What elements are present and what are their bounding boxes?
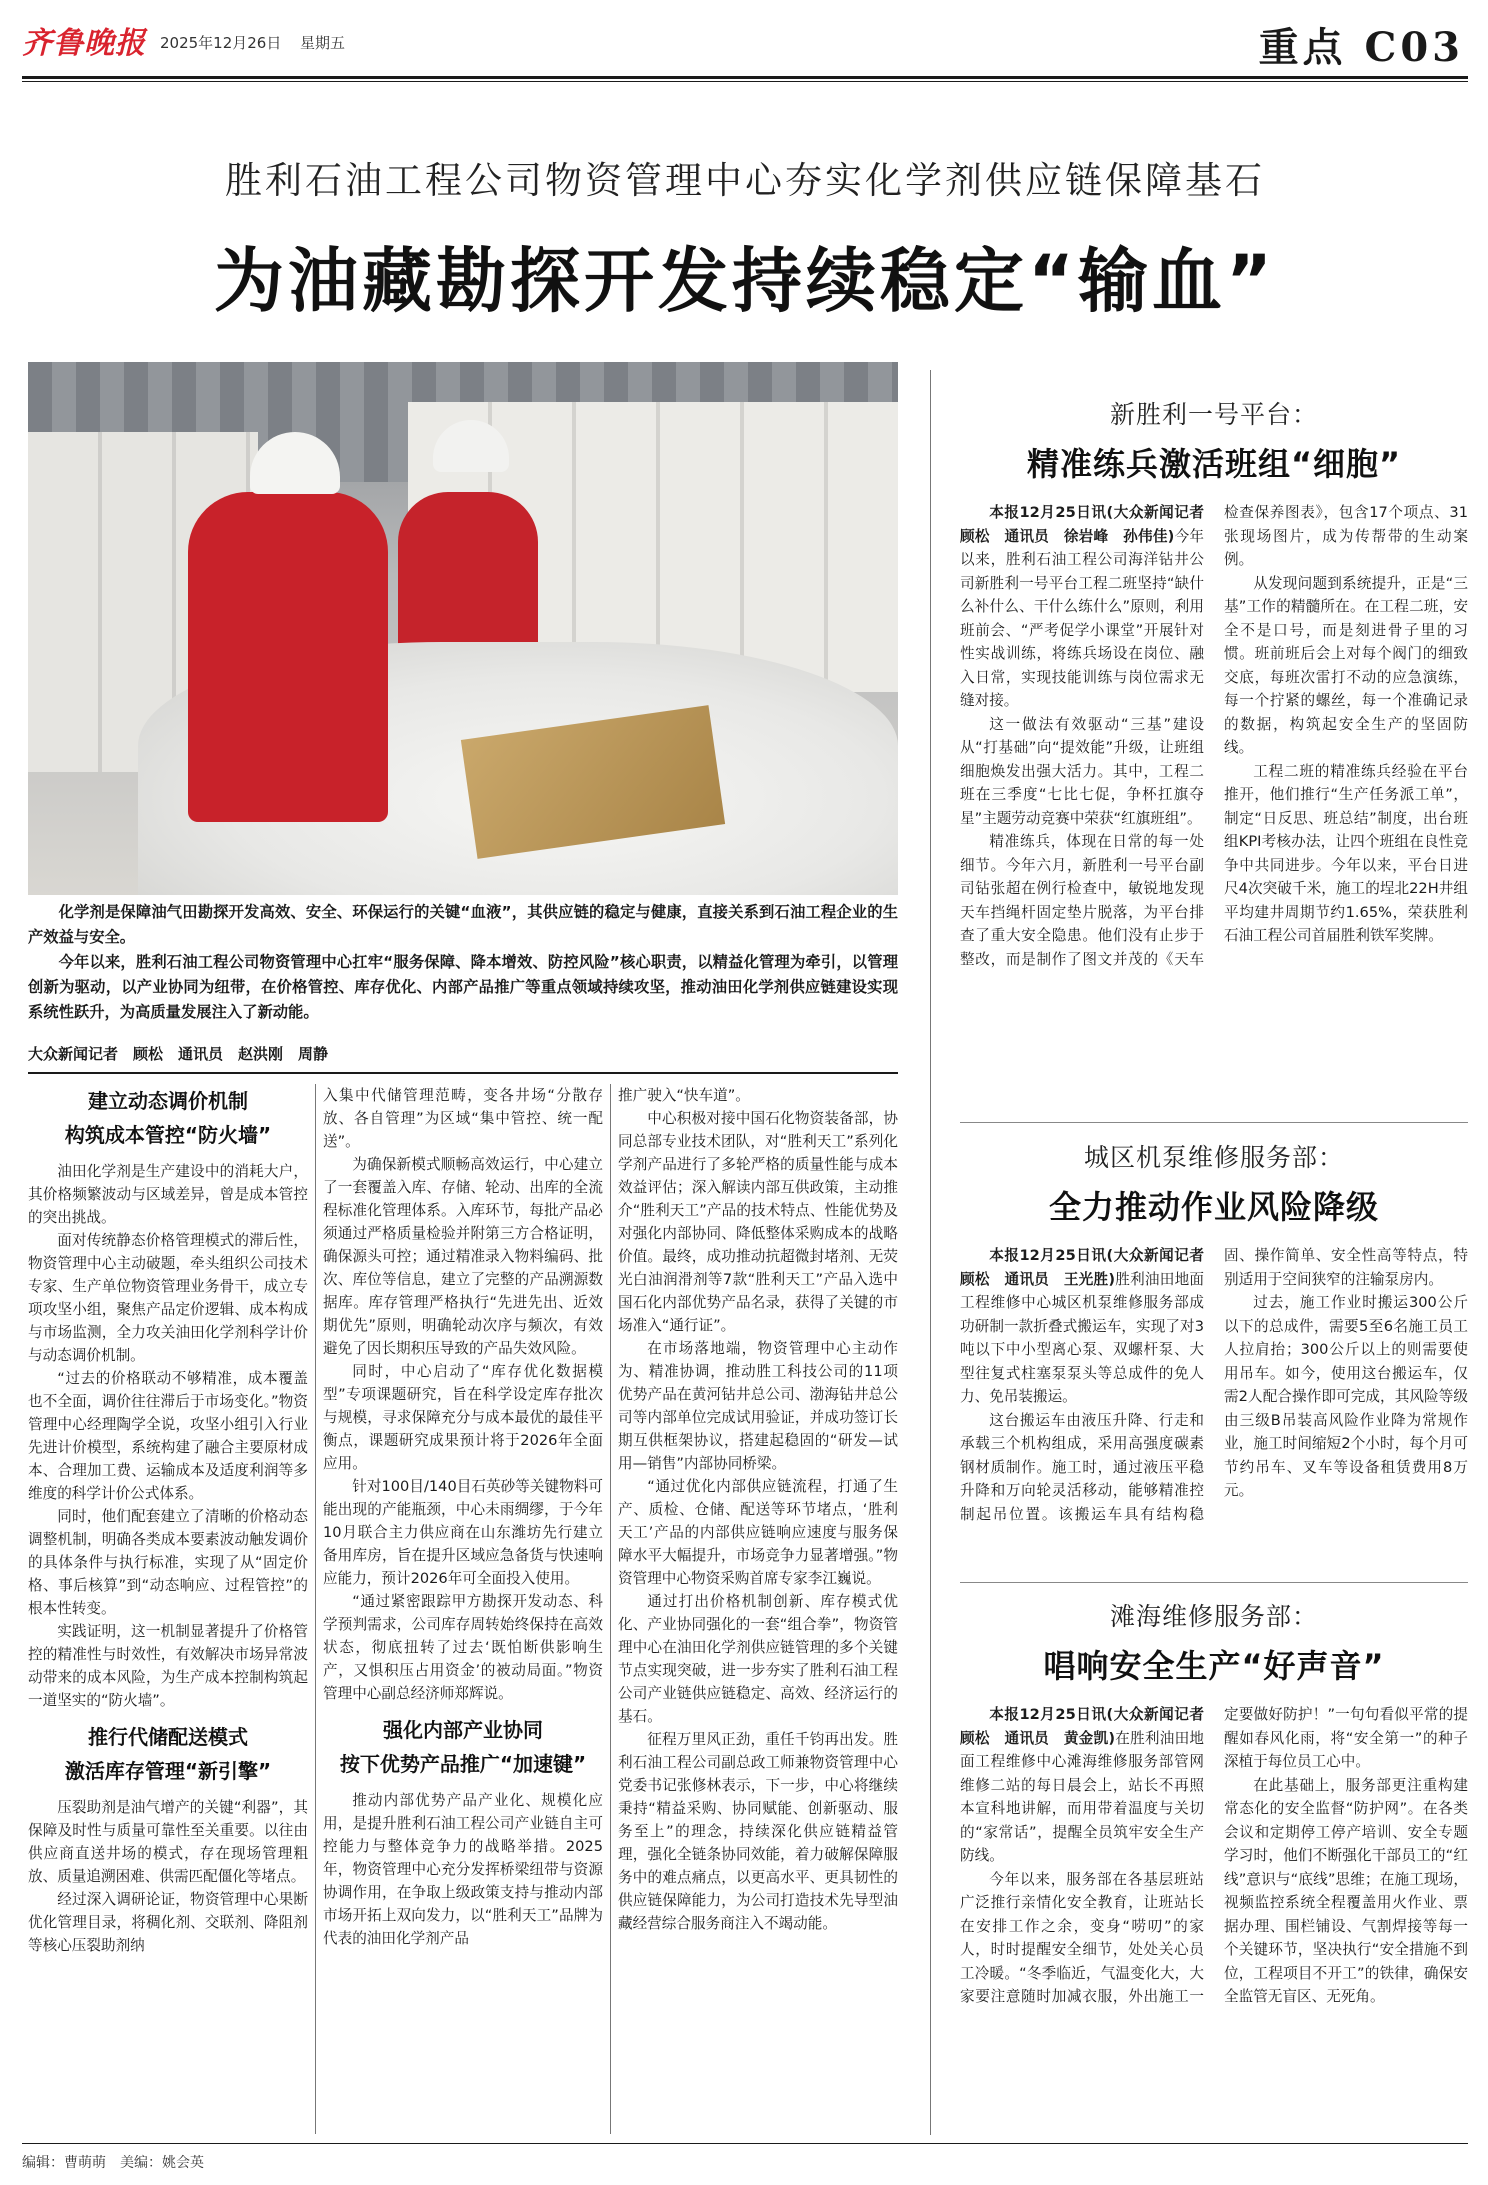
side-story-3 [960, 1597, 1468, 2009]
body-paragraph: 针对100目/140目石英砂等关键物料可能出现的产能瓶颈，中心未雨绸缪，于今年10月联合主力供应商在山东潍坊先行建立备用库房，旨在提升区域应急备货与快速响应能力，预计2026年可全面投入使用。 [323, 1478, 603, 1587]
body-paragraph: 在市场落地端，物资管理中心主动作为、精准协调，推动胜工科技公司的11项优势产品在黄河钻井总公司、渤海钻井总公司等内部单位完成试用验证，并成功签订长期互供框架协议，搭建起稳固的“研发—试用—销售”内部协同桥梁。 [618, 1340, 898, 1472]
body-paragraph: 中心积极对接中国石化物资装备部，协同总部专业技术团队，对“胜利天工”系列化学剂产品进行了多轮严格的质量性能与成本效益评估；深入解读内部互供政策，主动推介“胜利天工”产品的技术特点、性能优势及对强化内部协同、降低整体采购成本的战略价值。最终，成功推动抗超微封堵剂、无荧光白油润滑剂等7款“胜利天工”产品入选中国石化内部优势产品名录，获得了关键的市场准入“通行证”。 [618, 1110, 898, 1334]
body-paragraph: 今年以来，服务部在各基层班站广泛推行亲情化安全教育，让班站长在安排工作之余，变身“唠叨”的家人，时时提醒安全细节，处处关心员工冷暖。“冬季临近，气温变化大，大家要注意随时加减衣服，外出施工一定要做好防护！”一句句看似平常的提醒如春风化雨，将“安全第一”的种子深植于每位员工心中。 [960, 1706, 1468, 2005]
body-paragraph: 这台搬运车由液压升降、行走和承载三个机构组成，采用高强度碳素钢材质制作。施工时，通过液压平稳升降和万向轮灵活移动，能够精准控制起吊位置。该搬运车具有结构稳固、操作简单、安全性高等特点，特别适用于空间狭窄的注输泵房内。 [960, 1247, 1468, 1523]
side-lead: 本报12月25日讯(大众新闻记者 顾松 通讯员 徐岩峰 孙伟佳) [960, 504, 1219, 545]
section-heading: 按下优势产品推广“加速键” [339, 1752, 587, 1776]
side-kicker: 滩海维修服务部： [1109, 1602, 1318, 1631]
main-column-1 [28, 1084, 308, 1957]
section-heading: 推行代储配送模式 [88, 1725, 248, 1749]
photo-worker-front [188, 492, 388, 822]
caption-paragraph: 今年以来，胜利石油工程公司物资管理中心扛牢“服务保障、降本增效、防控风险”核心职责，以精益化管理为牵引，以管理创新为驱动，以产业协同为纽带，在价格管控、库存优化、内部产品推广等重点领域持续攻坚，推动油田化学剂供应链建设实现系统性跃升，为高质量发展注入了新动能。 [28, 953, 898, 1021]
body-paragraph: 在胜利油田地面工程维修中心滩海维修服务部管网维修二站的每日晨会上，站长不再照本宣科地讲解，而用带着温度与关切的“家常话”，提醒全员筑牢安全生产防线。 [960, 1729, 1204, 1864]
side-story-rule [960, 1122, 1468, 1123]
column-divider [610, 1084, 611, 2134]
body-paragraph: 工程二班的精准练兵经验在平台推开，他们推行“生产任务派工单”，制定“日反思、班总结”制度，出台班组KPI考核办法，让四个班组在良性竞争中共同进步。今年以来，平台日进尺4次突破千米，施工的埕北22H井组平均建井周期节约1.65%，荣获胜利石油工程公司首届胜利铁军奖牌。 [1224, 762, 1468, 944]
body-paragraph: 为确保新模式顺畅高效运行，中心建立了一套覆盖入库、存储、轮动、出库的全流程标准化管理体系。入库环节，每批产品必须通过严格质量检验并附第三方合格证明，确保源头可控；通过精准录入物料编码、批次、库位等信息，建立了完整的产品溯源数据库。库存管理严格执行“先进先出、近效期优先”原则，明确轮动次序与频次，有效避免了因长期积压导致的产品失效风险。 [323, 1156, 603, 1357]
main-column-3 [618, 1084, 898, 1935]
body-paragraph: “通过紧密跟踪甲方勘探开发动态、科学预判需求，公司库存周转始终保持在高效状态，彻底扭转了过去‘既怕断供影响生产，又惧积压占用资金’的被动局面。”物资管理中心副总经济师郑辉说。 [323, 1593, 603, 1702]
body-paragraph: 推动内部优势产品产业化、规模化应用，是提升胜利石油工程公司产业链自主可控能力与整体竞争力的战略举措。2025年，物资管理中心充分发挥桥梁纽带与资源协调作用，在争取上级政策支持与推动内部市场开拓上双向发力，以“胜利天工”品牌为代表的油田化学剂产品 [323, 1792, 603, 1947]
page-header [22, 14, 1468, 70]
sidebar-divider [930, 370, 931, 2135]
side-body [960, 1703, 1468, 2009]
issue-weekday: 星期五 [300, 34, 346, 52]
side-story-rule [960, 1582, 1468, 1583]
section-heading: 激活库存管理“新引擎” [64, 1759, 272, 1783]
body-paragraph: 推广驶入“快车道”。 [618, 1087, 750, 1104]
news-photo [28, 362, 898, 895]
body-paragraph: 入集中代储管理范畴，变各井场“分散存放、各自管理”为区域“集中管控、统一配送”。 [323, 1087, 603, 1150]
body-paragraph: 实践证明，这一机制显著提升了价格管控的精准性与时效性，有效解决市场异常波动带来的成本风险，为生产成本控制构筑起一道坚实的“防火墙”。 [28, 1623, 308, 1709]
photo-caption [28, 900, 898, 1025]
body-paragraph: 压裂助剂是油气增产的关键“利器”，其保障及时性与质量可靠性至关重要。以往由供应商直送井场的模式，存在现场管理粗放、质量追溯困难、供需匹配僵化等堵点。 [28, 1799, 308, 1885]
main-column-2 [323, 1084, 603, 1950]
body-paragraph: 征程万里风正劲，重任千钧再出发。胜利石油工程公司副总政工师兼物资管理中心党委书记张修林表示，下一步，中心将继续秉持“精益采购、协同赋能、创新驱动、服务至上”的理念，持续深化供应链精益管理，强化全链条协同效能，着力破解保障服务中的难点痛点，以更高水平、更具韧性的供应链保障能力，为公司打造技术先导型油藏经营综合服务商注入不竭动能。 [618, 1731, 898, 1932]
body-paragraph: 同时，他们配套建立了清晰的价格动态调整机制，明确各类成本要素波动触发调价的具体条件与执行标准，实现了从“固定价格、事后核算”到“动态响应、过程管控”的根本性转变。 [28, 1508, 308, 1617]
side-story-2 [960, 1138, 1468, 1526]
side-title: 唱响安全生产“好声音” [1043, 1647, 1385, 1685]
section-label: 重点 C03 [1258, 24, 1464, 71]
side-body [960, 1244, 1468, 1526]
issue-date: 2025年12月26日 [160, 34, 282, 52]
editor-credits: 编辑：曹萌萌 美编：姚会英 [22, 2155, 204, 2171]
body-paragraph: 精准练兵，体现在日常的每一处细节。今年六月，新胜利一号平台副司钻张超在例行检查中，敏锐地发现天车挡绳杆固定垫片脱落，为平台排查了重大安全隐患。他们没有止步于整改，而是制作了图文并茂的《天车检查保养图表》，包含17个项点、31张现场图片，成为传帮带的生动案例。 [960, 504, 1468, 968]
byline-rule [28, 1072, 898, 1074]
article-subtitle: 胜利石油工程公司物资管理中心夯实化学剂供应链保障基石 [225, 159, 1265, 202]
body-paragraph: 这一做法有效驱动“三基”建设从“打基础”向“提效能”升级，让班组细胞焕发出强大活力。其中，工程二班在三季度“七比七促，争杯扛旗夺星”主题劳动竞赛中荣获“红旗班组”。 [960, 715, 1204, 827]
article-byline: 大众新闻记者 顾松 通讯员 赵洪刚 周静 [28, 1045, 329, 1063]
body-paragraph: 经过深入调研论证，物资管理中心果断优化管理目录，将稠化剂、交联剂、降阻剂等核心压裂助剂纳 [28, 1891, 308, 1954]
side-body [960, 501, 1468, 971]
body-paragraph: 过去，施工作业时搬运300公斤以下的总成件，需要5至6名施工员工人拉肩抬；300公斤以上的则需要使用吊车。如今，使用这台搬运车，仅需2人配合操作即可完成，其风险等级由三级B吊装高风险作业降为常规作业，施工时间缩短2个小时，每个月可节约吊车、叉车等设备租赁费用8万元。 [1224, 1294, 1468, 1499]
section-heading: 构筑成本管控“防火墙” [64, 1123, 272, 1147]
body-paragraph: 通过打出价格机制创新、库存模式优化、产业协同强化的一套“组合拳”，物资管理中心在油田化学剂供应链管理的多个关键节点实现突破，进一步夯实了胜利石油工程公司产业链供应链稳定、高效、经济运行的基石。 [618, 1593, 898, 1725]
body-paragraph: 面对传统静态价格管理模式的滞后性，物资管理中心主动破题，牵头组织公司技术专家、生产单位物资管理业务骨干，成立专项攻坚小组，聚焦产品定价逻辑、成本构成与市场监测，全力攻关油田化学剂科学计价与动态调价机制。 [28, 1232, 308, 1364]
header-rule [22, 76, 1468, 79]
body-paragraph: 从发现问题到系统提升，正是“三基”工作的精髓所在。在工程二班，安全不是口号，而是刻进骨子里的习惯。班前班后会上对每个阀门的细致交底，每班次雷打不动的应急演练，每一个拧紧的螺丝，每一个准确记录的数据，构筑起安全生产的坚固防线。 [1224, 574, 1468, 756]
body-paragraph: “通过优化内部供应链流程，打通了生产、质检、仓储、配送等环节堵点，‘胜利天工’产品的内部供应链响应速度与服务保障水平大幅提升，市场竞争力显著增强。”物资管理中心物资采购首席专家李江巍说。 [618, 1478, 898, 1587]
side-lead: 本报12月25日讯(大众新闻记者 顾松 通讯员 王光胜) [960, 1247, 1219, 1288]
masthead-logo: 齐鲁晚报 [22, 26, 146, 61]
side-title: 精准练兵激活班组“细胞” [1026, 445, 1402, 483]
section-heading: 强化内部产业协同 [383, 1718, 543, 1742]
section-heading: 建立动态调价机制 [88, 1089, 248, 1113]
article-headline: 为油藏勘探开发持续稳定“输血” [213, 240, 1276, 322]
column-divider [315, 1084, 316, 2134]
side-story-1 [960, 395, 1468, 971]
side-lead: 本报12月25日讯(大众新闻记者 顾松 通讯员 黄金凯) [960, 1706, 1219, 1747]
body-paragraph: “过去的价格联动不够精准，成本覆盖也不全面，调价往往滞后于市场变化。”物资管理中心经理陶学全说，攻坚小组引入行业先进计价模型，系统构建了融合主要原材成本、合理加工费、运输成本及适度利润等多维度的科学计价公式体系。 [28, 1370, 308, 1502]
header-rule-thin [22, 81, 1468, 82]
body-paragraph: 今年以来，胜利石油工程公司海洋钻井公司新胜利一号平台工程二班坚持“缺什么补什么、干什么练什么”原则，利用班前会、“严考促学小课堂”开展针对性实战训练，将练兵场设在岗位、融入日常，实现技能训练与岗位需求无缝对接。 [960, 527, 1204, 709]
side-kicker: 新胜利一号平台： [1109, 400, 1318, 429]
body-paragraph: 在此基础上，服务部更注重构建常态化的安全监督“防护网”。在各类会议和定期停工停产培训、安全专题学习时，他们不断强化干部员工的“红线”意识与“底线”思维；在施工现场，视频监控系统全程覆盖用火作业、票据办理、围栏铺设、气割焊接等每一个关键环节，坚决执行“安全措施不到位，工程项目不开工”的铁律，确保安全监管无盲区、无死角。 [1224, 1776, 1468, 2005]
body-paragraph: 油田化学剂是生产建设中的消耗大户，其价格频繁波动与区域差异，曾是成本管控的突出挑战。 [28, 1163, 308, 1226]
caption-paragraph: 化学剂是保障油气田勘探开发高效、安全、环保运行的关键“血液”，其供应链的稳定与健康，直接关系到石油工程企业的生产效益与安全。 [28, 903, 898, 946]
side-title: 全力推动作业风险降级 [1048, 1188, 1379, 1226]
side-kicker: 城区机泵维修服务部： [1083, 1143, 1344, 1172]
body-paragraph: 同时，中心启动了“库存优化数据模型”专项课题研究，旨在科学设定库存批次与规模，寻求保障充分与成本最优的最佳平衡点，课题研究成果预计将于2026年全面应用。 [323, 1363, 603, 1472]
body-paragraph: 胜利油田地面工程维修中心城区机泵维修服务部成功研制一款折叠式搬运车，实现了对3吨以下中小型离心泵、双螺杆泵、大型往复式柱塞泵泵头等总成件的免人力、免吊装搬运。 [960, 1270, 1204, 1405]
footer-rule [22, 2143, 1468, 2144]
